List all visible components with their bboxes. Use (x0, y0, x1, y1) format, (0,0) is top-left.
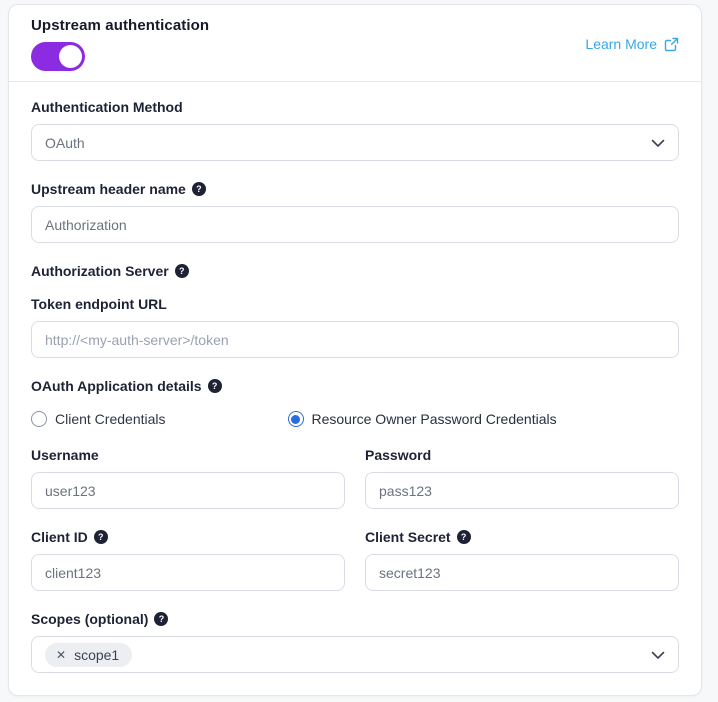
learn-more-link[interactable] (585, 36, 679, 52)
auth-method-label: Authentication Method (31, 99, 183, 115)
username-field-group (31, 447, 345, 509)
external-link-icon (664, 37, 679, 52)
help-icon[interactable]: ? (192, 182, 206, 196)
chevron-down-icon (651, 647, 665, 663)
radio-client-credentials[interactable]: Client Credentials (31, 411, 166, 427)
client-secret-field-group (365, 529, 679, 591)
username-input[interactable] (31, 472, 345, 509)
card-title: Upstream authentication (31, 17, 210, 34)
help-icon[interactable]: ? (154, 612, 168, 626)
upstream-header-input[interactable] (31, 206, 679, 243)
upstream-auth-toggle[interactable] (31, 42, 85, 71)
scopes-label: Scopes (optional) ? (31, 611, 679, 627)
client-secret-label: Client Secret ? (365, 529, 679, 545)
chip-remove-icon[interactable]: ✕ (56, 647, 67, 662)
card-body (9, 82, 701, 673)
token-endpoint-input[interactable] (31, 321, 679, 358)
toggle-knob (59, 45, 82, 68)
username-label: Username (31, 447, 99, 463)
help-icon[interactable]: ? (175, 264, 189, 278)
client-secret-input[interactable] (365, 554, 679, 591)
chip-label: scope1 (74, 646, 120, 663)
learn-more-label: Learn More (585, 36, 657, 52)
help-icon[interactable]: ? (208, 379, 222, 393)
radio-selected-icon (288, 411, 304, 427)
upstream-header-label: Upstream header name ? (31, 181, 679, 197)
auth-method-select[interactable] (31, 124, 679, 161)
oauth-details-heading: OAuth Application details ? (31, 378, 679, 394)
radio-icon (31, 411, 47, 427)
scopes-multiselect[interactable] (31, 636, 679, 673)
scope-chip (45, 643, 132, 667)
radio-resource-owner-password[interactable]: Resource Owner Password Credentials (288, 411, 557, 427)
password-field-group (365, 447, 679, 509)
upstream-authentication-card (8, 4, 702, 696)
help-icon[interactable]: ? (457, 530, 471, 544)
password-input[interactable] (365, 472, 679, 509)
auth-method-value: OAuth (45, 134, 85, 151)
chevron-down-icon (651, 135, 665, 151)
auth-server-heading: Authorization Server ? (31, 263, 679, 279)
client-id-input[interactable] (31, 554, 345, 591)
client-id-field-group (31, 529, 345, 591)
help-icon[interactable]: ? (94, 530, 108, 544)
token-endpoint-label: Token endpoint URL (31, 296, 167, 312)
client-id-label: Client ID ? (31, 529, 345, 545)
card-header (9, 5, 701, 82)
grant-type-radio-group (31, 411, 679, 427)
password-label: Password (365, 447, 432, 463)
